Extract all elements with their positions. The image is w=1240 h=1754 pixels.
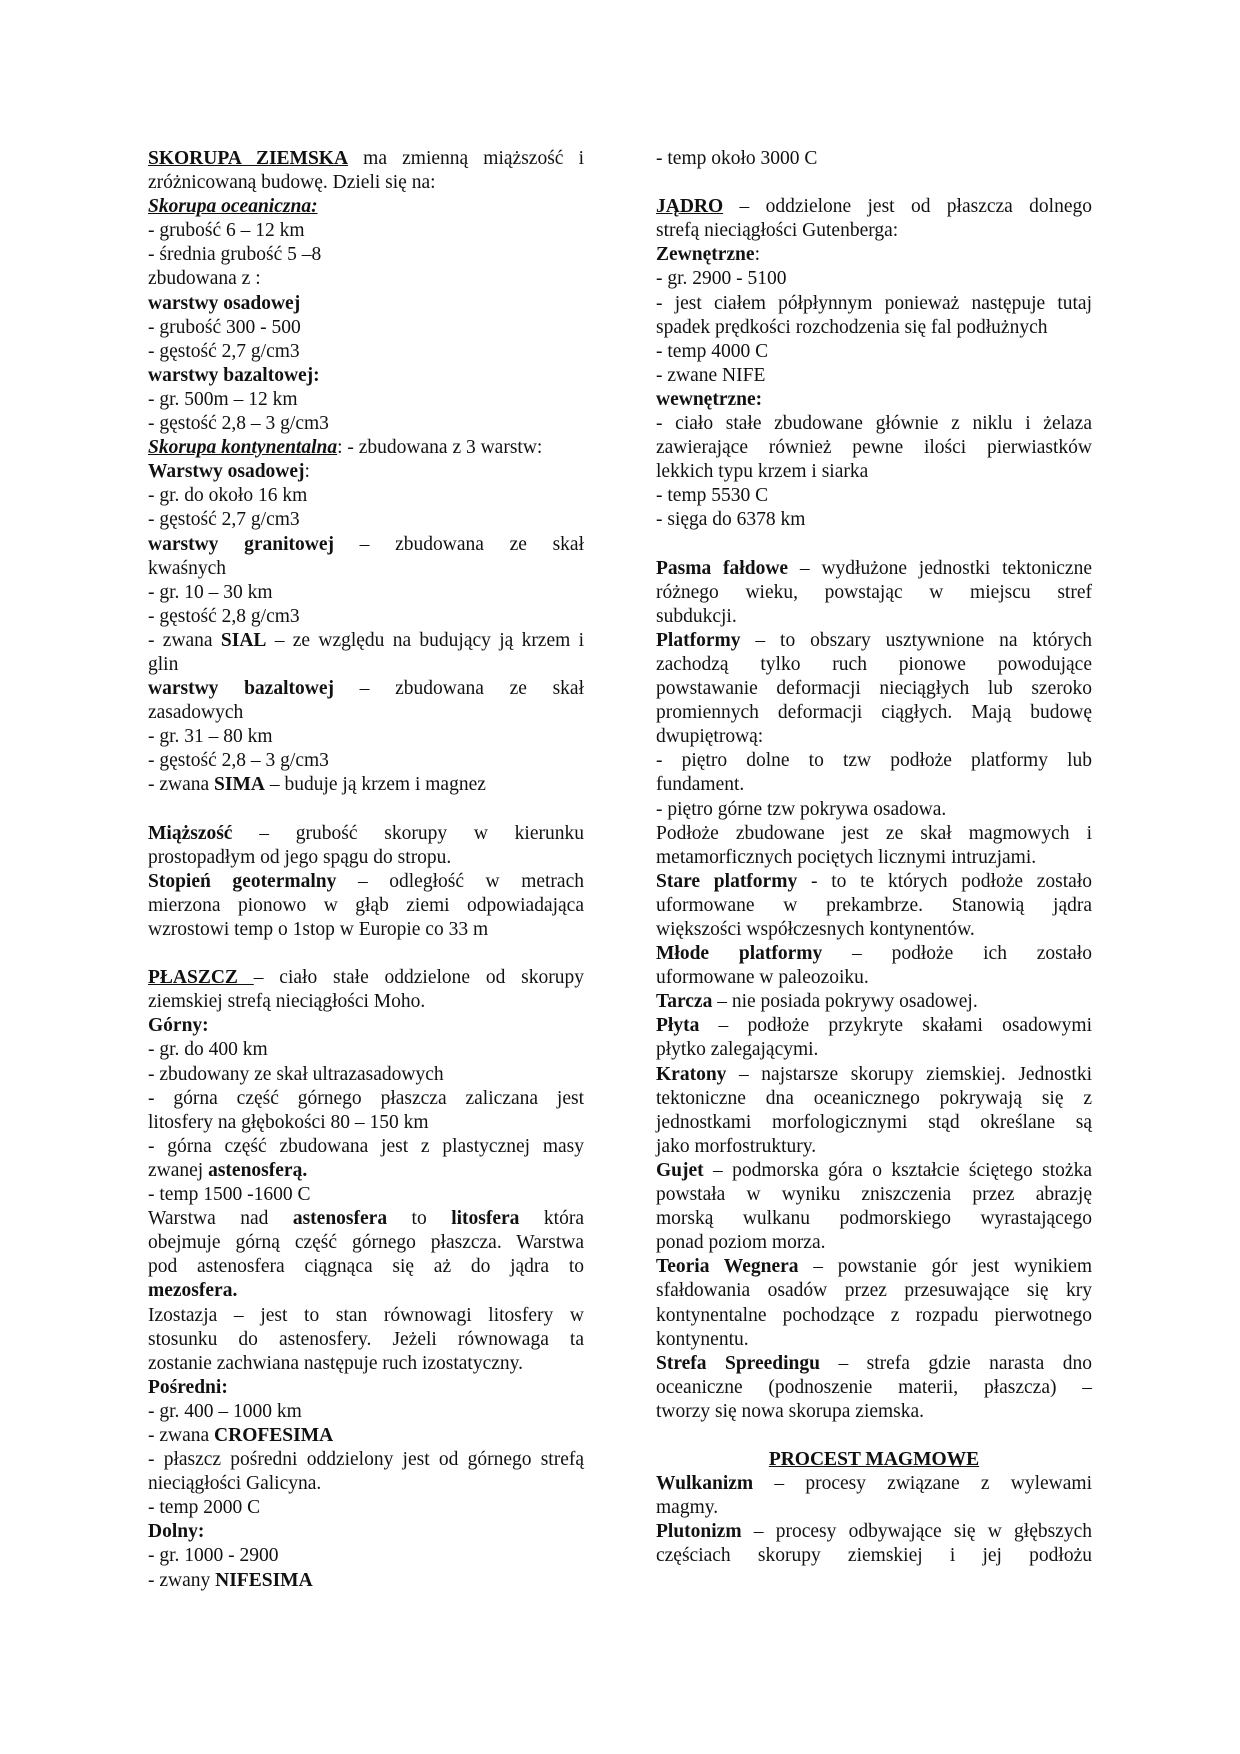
emphasized-term: wewnętrzne:	[656, 388, 763, 410]
text-run: - gęstość 2,8 – 3 g/cm3	[148, 750, 329, 772]
text-run: spadek prędkości rozchodzenia się fal podłużnych	[656, 316, 1048, 338]
text-run: płytko zalegającymi.	[656, 1039, 819, 1061]
text-line	[656, 870, 1092, 894]
text-run: - grubość 6 – 12 km	[148, 220, 305, 242]
text-line	[656, 1472, 1092, 1496]
text-run: litosfery na głębokości 80 – 150 km	[148, 1111, 429, 1133]
text-line	[656, 557, 1092, 581]
text-run: zbudowana z :	[148, 268, 261, 290]
text-line	[148, 605, 584, 629]
text-line	[148, 990, 584, 1014]
text-run: – buduje ją krzem i magnez	[264, 774, 486, 796]
text-line	[148, 436, 584, 460]
text-run: zwanej	[148, 1159, 209, 1181]
text-line	[656, 629, 1092, 653]
text-run: - to te których podłoże zostało	[797, 870, 1092, 892]
text-line	[148, 147, 584, 171]
text-run: – podmorska góra o kształcie ściętego stożka	[703, 1159, 1092, 1181]
text-run: - gr. 31 – 80 km	[148, 726, 273, 748]
text-run: – to obszary usztywnione na których	[740, 629, 1092, 651]
text-line	[148, 1544, 584, 1568]
text-line	[148, 1496, 584, 1520]
right-column	[656, 147, 1092, 1569]
text-line	[656, 677, 1092, 701]
text-run: morską wulkanu podmorskiego wyrastającego	[656, 1208, 1092, 1230]
text-line	[656, 1111, 1092, 1135]
text-line	[656, 725, 1092, 749]
text-line	[148, 1448, 584, 1472]
text-line	[656, 1135, 1092, 1159]
blank-line	[148, 798, 584, 822]
emphasized-term: Pośredni:	[148, 1376, 228, 1398]
text-run: - zwany	[148, 1569, 216, 1591]
text-line	[148, 340, 584, 364]
text-run: - gęstość 2,7 g/cm3	[148, 509, 300, 531]
text-run: - gr. 400 – 1000 km	[148, 1400, 302, 1422]
text-line	[148, 581, 584, 605]
text-line	[656, 701, 1092, 725]
text-run: kontynentalne pochodzące z rozpadu pierwotnego	[656, 1304, 1092, 1326]
text-line	[148, 918, 584, 942]
text-line	[148, 1038, 584, 1062]
text-line	[656, 1038, 1092, 1062]
text-line	[656, 1087, 1092, 1111]
text-line	[656, 1496, 1092, 1520]
text-line	[148, 267, 584, 291]
text-run: - gr. do około 16 km	[148, 485, 308, 507]
text-run: częściach skorupy ziemskiej i jej podłożu	[656, 1545, 1092, 1567]
text-line	[656, 243, 1092, 267]
text-line	[656, 388, 1092, 412]
text-line	[656, 1159, 1092, 1183]
text-run: kontynentu.	[656, 1328, 749, 1350]
text-line	[148, 725, 584, 749]
text-line	[656, 508, 1092, 532]
text-line	[656, 1448, 1092, 1472]
text-line	[656, 1255, 1092, 1279]
emphasized-term: Dolny:	[148, 1521, 205, 1543]
blank-line	[148, 942, 584, 966]
text-run: - grubość 300 - 500	[148, 316, 301, 338]
text-line	[148, 195, 584, 219]
text-line	[148, 677, 584, 701]
text-run: fundament.	[656, 774, 745, 796]
text-line	[656, 1328, 1092, 1352]
text-run: różnego wieku, powstając w miejscu stref	[656, 581, 1092, 603]
text-line	[148, 484, 584, 508]
text-run: subdukcji.	[656, 605, 737, 627]
text-line	[148, 846, 584, 870]
emphasized-term: mezosfera.	[148, 1280, 238, 1302]
text-run: – ciało stałe oddzielone od skorupy	[253, 967, 584, 989]
text-run: – procesy związane z wylewami	[753, 1473, 1092, 1495]
text-run: lekkich typu krzem i siarka	[656, 461, 869, 483]
text-line	[656, 219, 1092, 243]
text-line	[148, 773, 584, 797]
text-run: – nie posiada pokrywy osadowej.	[712, 991, 978, 1013]
blank-line	[656, 171, 1092, 195]
text-line	[656, 436, 1092, 460]
text-run: magmy.	[656, 1497, 719, 1519]
text-line	[148, 460, 584, 484]
text-line	[148, 1207, 584, 1231]
text-run: tektoniczne dna oceanicznego pokrywają się z	[656, 1087, 1092, 1109]
text-line	[656, 966, 1092, 990]
text-run: – najstarsze skorupy ziemskiej. Jednostki	[726, 1063, 1092, 1085]
emphasized-term: PROCEST MAGMOWE	[768, 1449, 980, 1471]
text-run: - zwana	[148, 1424, 215, 1446]
text-run: kwaśnych	[148, 557, 226, 579]
text-run: - piętro dolne to tzw podłoże platformy lub	[656, 750, 1092, 772]
text-line	[656, 1014, 1092, 1038]
text-run: metamorficznych pociętych licznymi intruzjami.	[656, 846, 1037, 868]
text-run: prostopadłym od jego spągu do stropu.	[148, 846, 452, 868]
text-line	[148, 1376, 584, 1400]
emphasized-term: Górny:	[148, 1015, 209, 1037]
text-line	[656, 1231, 1092, 1255]
text-run: - średnia grubość 5 –8	[148, 244, 322, 266]
text-run: - płaszcz pośredni oddzielony jest od górnego strefą	[148, 1449, 584, 1471]
text-run: - gr. 1000 - 2900	[148, 1545, 279, 1567]
text-run: ponad poziom morza.	[656, 1232, 826, 1254]
text-run: - gęstość 2,7 g/cm3	[148, 340, 300, 362]
text-line	[656, 918, 1092, 942]
text-line	[148, 292, 584, 316]
text-run: – powstanie gór jest wynikiem	[798, 1256, 1092, 1278]
text-line	[148, 243, 584, 267]
text-line	[148, 557, 584, 581]
text-line	[656, 942, 1092, 966]
text-run: ziemskiej strefą nieciągłości Moho.	[148, 991, 426, 1013]
text-line	[148, 822, 584, 846]
text-run: - temp około 3000 C	[656, 148, 818, 169]
emphasized-term: Platformy	[656, 629, 741, 651]
emphasized-term: SIMA	[214, 774, 265, 796]
emphasized-term: Stopień geotermalny	[148, 870, 337, 892]
emphasized-term: litosfera	[451, 1208, 520, 1230]
text-run: Izostazja – jest to stan równowagi litosfery w	[148, 1304, 584, 1326]
text-line	[656, 1400, 1092, 1424]
text-line	[656, 1207, 1092, 1231]
emphasized-term: Płyta	[656, 1015, 700, 1037]
text-line	[148, 966, 584, 990]
text-line	[656, 605, 1092, 629]
text-run: - gęstość 2,8 – 3 g/cm3	[148, 413, 329, 435]
text-line	[148, 1472, 584, 1496]
text-run: – podłoże przykryte skałami osadowymi	[699, 1015, 1092, 1037]
text-line	[148, 219, 584, 243]
text-run: to	[387, 1208, 452, 1230]
text-line	[148, 1424, 584, 1448]
text-run: - jest ciałem półpłynnym ponieważ następuje tutaj	[656, 292, 1092, 314]
text-line	[148, 1569, 584, 1593]
emphasized-term: astenosfera	[292, 1208, 388, 1230]
text-line	[656, 1063, 1092, 1087]
emphasized-term: warstwy granitowej	[148, 533, 334, 555]
text-run: - temp 1500 -1600 C	[148, 1184, 311, 1206]
text-line	[148, 1135, 584, 1159]
text-line	[656, 798, 1092, 822]
emphasized-term: Zewnętrzne	[656, 244, 755, 266]
text-run: obejmuje górną część górnego płaszcza. Warstwa	[148, 1232, 584, 1254]
text-line	[148, 1063, 584, 1087]
text-run: - temp 5530 C	[656, 485, 769, 507]
text-line	[656, 1352, 1092, 1376]
text-line	[148, 1352, 584, 1376]
text-run: - gr. 500m – 12 km	[148, 388, 298, 410]
text-line	[148, 1520, 584, 1544]
text-run: – zbudowana ze skał	[333, 678, 584, 700]
text-line	[148, 653, 584, 677]
text-line	[148, 1111, 584, 1135]
text-run: :	[304, 461, 310, 483]
left-column	[148, 147, 584, 1593]
text-line	[656, 484, 1092, 508]
text-run: – procesy odbywające się w głębszych	[741, 1521, 1092, 1543]
emphasized-term: Kratony	[656, 1063, 727, 1085]
emphasized-term: Tarcza	[656, 991, 713, 1013]
text-line	[656, 894, 1092, 918]
emphasized-term: Skorupa oceaniczna:	[148, 196, 318, 218]
text-line	[656, 1279, 1092, 1303]
emphasized-term: warstwy osadowej	[148, 292, 301, 314]
emphasized-term: astenosferą.	[208, 1159, 308, 1181]
text-line	[656, 749, 1092, 773]
text-run: powstała w wyniku zniszczenia przez abrazję	[656, 1184, 1092, 1206]
emphasized-term: Teoria Wegnera	[656, 1256, 799, 1278]
text-run: uformowane w prekambrze. Stanowią jądra	[656, 894, 1092, 916]
text-line	[148, 1255, 584, 1279]
text-line	[656, 773, 1092, 797]
text-run: nieciągłości Galicyna.	[148, 1473, 322, 1495]
text-line	[656, 822, 1092, 846]
text-run: - zwane NIFE	[656, 364, 766, 386]
text-line	[656, 1520, 1092, 1544]
emphasized-term: warstwy bazaltowej:	[148, 364, 320, 386]
text-run: która	[519, 1208, 584, 1230]
text-line	[148, 1304, 584, 1328]
emphasized-term: Wulkanizm	[656, 1473, 754, 1495]
text-run: – grubość skorupy w kierunku	[232, 822, 584, 844]
text-run: sfałdowania osadów przez przesuwające się kry	[656, 1280, 1092, 1302]
text-run: zostanie zachwiana następuje ruch izostatyczny.	[148, 1352, 524, 1374]
text-line	[148, 316, 584, 340]
text-run: zróżnicowaną budowę. Dzieli się na:	[148, 172, 436, 194]
text-line	[656, 340, 1092, 364]
text-line	[148, 1183, 584, 1207]
text-line	[656, 1304, 1092, 1328]
text-line	[656, 1376, 1092, 1400]
emphasized-term: NIFESIMA	[215, 1569, 313, 1591]
text-run: - gr. do 400 km	[148, 1039, 268, 1061]
text-line	[656, 1544, 1092, 1568]
text-run: większości współczesnych kontynentów.	[656, 919, 975, 940]
text-line	[656, 267, 1092, 291]
text-line	[656, 990, 1092, 1014]
text-run: – oddzielone jest od płaszcza dolnego	[723, 196, 1092, 218]
text-run: - sięga do 6378 km	[656, 509, 806, 531]
emphasized-term: JĄDRO	[656, 196, 724, 218]
text-line	[148, 388, 584, 412]
text-run: mierzona pionowo w głąb ziemi odpowiadająca	[148, 894, 584, 916]
text-line	[148, 171, 584, 195]
text-run: – strefa gdzie narasta dno	[820, 1352, 1092, 1374]
text-line	[148, 1231, 584, 1255]
text-run: glin	[148, 653, 179, 675]
text-line	[148, 1400, 584, 1424]
text-run: – ze względu na budujący ją krzem i	[266, 629, 584, 651]
emphasized-term: Miąższość	[148, 822, 233, 844]
blank-line	[656, 1424, 1092, 1448]
text-run: uformowane w paleozoiku.	[656, 967, 869, 989]
text-run: - zwana	[148, 774, 215, 796]
emphasized-term: Gujet	[656, 1159, 704, 1181]
text-run: - temp 4000 C	[656, 340, 769, 362]
text-line	[148, 1328, 584, 1352]
text-line	[656, 292, 1092, 316]
text-run: - gr. 10 – 30 km	[148, 581, 273, 603]
text-run: – wydłużone jednostki tektoniczne	[788, 557, 1092, 579]
text-line	[656, 412, 1092, 436]
text-run: Podłoże zbudowane jest ze skał magmowych i	[656, 822, 1092, 844]
text-run: stosunku do astenosfery. Jeżeli równowaga ta	[148, 1328, 584, 1350]
text-line	[148, 1279, 584, 1303]
text-line	[656, 195, 1092, 219]
emphasized-term: warstwy bazaltowej	[148, 678, 334, 700]
emphasized-term: Młode platformy	[656, 943, 823, 965]
text-run: - zwana	[148, 629, 221, 651]
emphasized-term: Skorupa kontynentalna	[148, 437, 338, 459]
text-line	[148, 412, 584, 436]
emphasized-term: PŁASZCZ	[148, 967, 254, 989]
text-line	[656, 581, 1092, 605]
text-line	[656, 1183, 1092, 1207]
emphasized-term: Plutonizm	[656, 1521, 742, 1543]
text-line	[656, 364, 1092, 388]
text-run: - temp 2000 C	[148, 1497, 261, 1519]
text-line	[148, 1159, 584, 1183]
emphasized-term: CROFESIMA	[214, 1424, 334, 1446]
text-run: strefą nieciągłości Gutenberga:	[656, 220, 899, 242]
text-run: :	[754, 244, 760, 266]
text-line	[148, 1014, 584, 1038]
text-line	[656, 316, 1092, 340]
text-line	[148, 629, 584, 653]
text-run: zawierające również pewne ilości pierwiastków	[656, 437, 1092, 459]
emphasized-term: Strefa Spreedingu	[656, 1352, 820, 1374]
text-line	[148, 870, 584, 894]
text-run: – podłoże ich zostało	[822, 943, 1092, 965]
emphasized-term: Warstwy osadowej	[148, 461, 305, 483]
text-run: - piętro górne tzw pokrywa osadowa.	[656, 798, 947, 820]
text-run: dwupiętrową:	[656, 726, 764, 748]
blank-line	[656, 533, 1092, 557]
text-run: wzrostowi temp o 1stop w Europie co 33 m	[148, 919, 489, 940]
text-run: Warstwa nad	[148, 1208, 293, 1230]
text-line	[656, 147, 1092, 171]
text-line	[656, 653, 1092, 677]
text-line	[148, 508, 584, 532]
text-run: – zbudowana ze skał	[333, 533, 584, 555]
text-run: - górna część zbudowana jest z plastycznej masy	[148, 1135, 584, 1157]
text-run: – odległość w metrach	[336, 870, 584, 892]
emphasized-term: Stare platformy	[656, 870, 798, 892]
emphasized-term: SKORUPA ZIEMSKA	[148, 148, 349, 169]
text-run: : - zbudowana z 3 warstw:	[337, 437, 543, 459]
emphasized-term: SIAL	[220, 629, 267, 651]
text-run: zasadowych	[148, 702, 244, 724]
text-line	[148, 701, 584, 725]
text-run: oceaniczne (podnoszenie materii, płaszcza) –	[656, 1376, 1092, 1398]
text-line	[148, 1087, 584, 1111]
text-run: pod astenosfera ciągnąca się aż do jądra to	[148, 1256, 584, 1278]
text-run: - gęstość 2,8 g/cm3	[148, 605, 300, 627]
text-line	[656, 460, 1092, 484]
text-run: promiennych deformacji ciągłych. Mają budowę	[656, 702, 1092, 724]
text-run: jednostkami morfologicznymi stąd określane są	[656, 1111, 1092, 1133]
text-run: - zbudowany ze skał ultrazasadowych	[148, 1063, 444, 1085]
text-line	[148, 364, 584, 388]
text-run: powstawanie deformacji nieciągłych lub szeroko	[656, 678, 1092, 700]
text-line	[148, 894, 584, 918]
text-line	[656, 846, 1092, 870]
text-run: - górna część górnego płaszcza zaliczana jest	[148, 1087, 584, 1109]
text-run: zachodzą tylko ruch pionowe powodujące	[656, 653, 1092, 675]
text-line	[148, 533, 584, 557]
text-run: - gr. 2900 - 5100	[656, 268, 787, 290]
text-run: - ciało stałe zbudowane głównie z niklu i żelaza	[656, 413, 1092, 435]
text-line	[148, 749, 584, 773]
text-run: jako morfostruktury.	[656, 1135, 817, 1157]
text-run: tworzy się nowa skorupa ziemska.	[656, 1400, 925, 1422]
text-run: ma zmienną miąższość i	[348, 148, 584, 169]
emphasized-term: Pasma fałdowe	[656, 557, 789, 579]
